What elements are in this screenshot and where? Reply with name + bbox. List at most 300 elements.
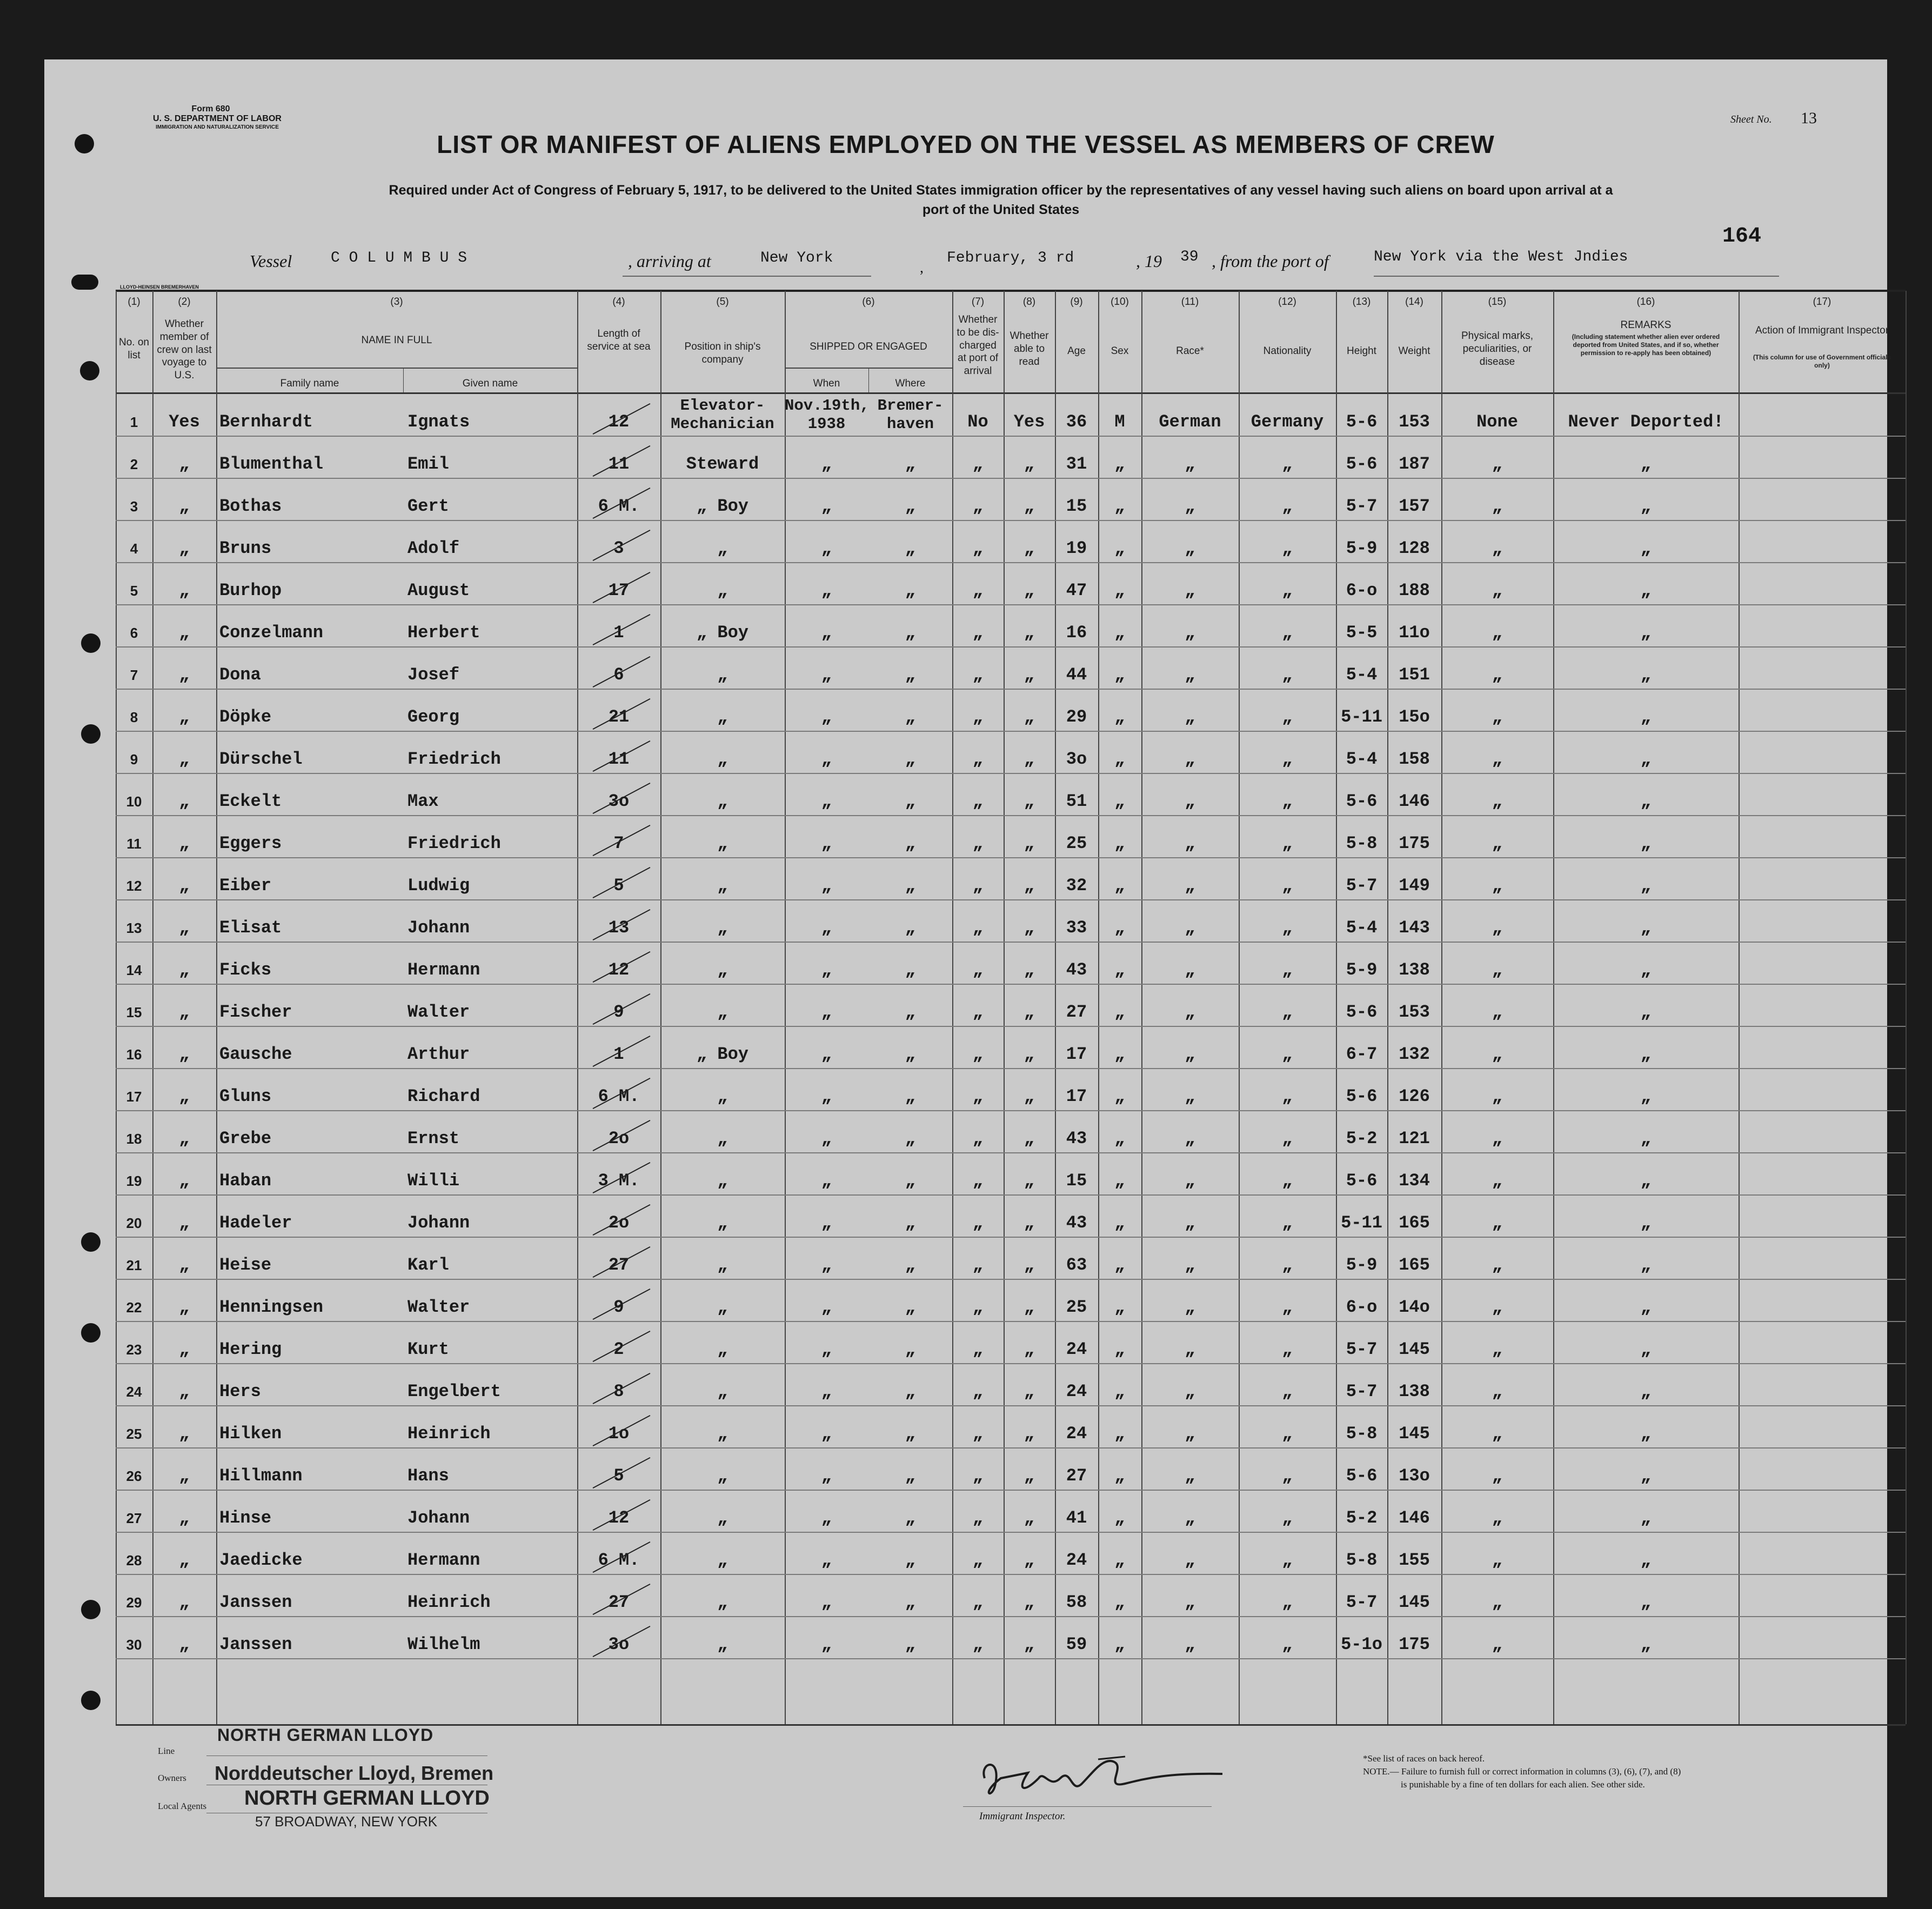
weight-cell: 165 [1399,1255,1430,1275]
physical-marks-cell: „ [1492,1255,1503,1275]
able-to-read-cell: „ [1024,1634,1035,1654]
physical-marks-cell: „ [1492,1044,1503,1064]
weight-cell: 132 [1399,1044,1430,1064]
last-voyage-cell: „ [179,960,190,980]
discharged-cell: „ [972,960,984,980]
able-to-read-cell: „ [1024,960,1035,980]
given-name-cell: Josef [407,665,460,685]
position-cell: Elevator- Mechanician [671,397,774,433]
row-number: 4 [130,540,138,557]
able-to-read-cell: „ [1024,749,1035,769]
sex-cell: „ [1114,1255,1125,1275]
position-cell: „ [717,1086,728,1106]
age-cell: 47 [1066,580,1087,600]
physical-marks-cell: „ [1492,1424,1503,1444]
given-name-cell: Friedrich [407,833,501,853]
discharged-cell: „ [972,1002,984,1022]
colnum-13: (13) [1352,296,1371,308]
age-cell: 63 [1066,1255,1087,1275]
shipped-where-cell: „ [905,1086,916,1106]
physical-marks-cell: „ [1492,1002,1503,1022]
race-cell: „ [1185,580,1195,600]
remarks-cell: „ [1640,791,1652,811]
able-to-read-cell: „ [1024,1255,1035,1275]
discharged-cell: „ [972,918,984,938]
colnum-12: (12) [1278,296,1296,308]
nationality-cell: „ [1282,1086,1293,1106]
remarks-cell: „ [1640,1424,1652,1444]
row-number: 30 [126,1637,142,1653]
position-cell: „ [717,960,728,980]
penalty-note-1: NOTE.— Failure to furnish full or correct information in columns (3), (6), (7), and (8) [1363,1766,1681,1777]
nationality-cell: „ [1282,496,1293,516]
last-voyage-cell: „ [179,1466,190,1486]
remarks-cell: „ [1640,1213,1652,1233]
sex-cell: „ [1114,538,1125,558]
last-voyage-cell: „ [179,1002,190,1022]
physical-marks-cell: „ [1492,833,1503,853]
shipped-when-cell: „ [821,623,832,643]
remarks-cell: „ [1640,538,1652,558]
last-voyage-cell: „ [179,580,190,600]
binder-hole [80,361,99,381]
able-to-read-cell: „ [1024,538,1035,558]
nationality-cell: „ [1282,1255,1293,1275]
nationality-cell: „ [1282,1550,1293,1570]
family-name-cell: Heise [219,1255,272,1275]
shipped-when-cell: „ [821,1044,832,1064]
race-cell: „ [1185,1508,1195,1528]
position-cell: „ [717,1550,728,1570]
sheet-label: Sheet No. [1730,114,1772,125]
shipped-where-cell: „ [905,1634,916,1654]
able-to-read-cell: „ [1024,1002,1035,1022]
family-name-cell: Hadeler [219,1213,292,1233]
last-voyage-cell: „ [179,665,190,685]
discharged-cell: „ [972,1086,984,1106]
able-to-read-cell: „ [1024,1508,1035,1528]
service-length-cell: 6 M. [598,1550,640,1570]
weight-cell: 188 [1399,580,1430,600]
physical-marks-cell: „ [1492,1381,1503,1401]
discharged-cell: „ [972,1255,984,1275]
row-number: 19 [126,1173,142,1189]
sex-cell: „ [1114,1213,1125,1233]
row-number: 26 [126,1468,142,1484]
able-to-read-cell: „ [1024,1466,1035,1486]
agents-stamp: NORTH GERMAN LLOYD [244,1787,490,1810]
service-length-cell: 5 [613,1466,624,1486]
family-name-cell: Blumenthal [219,454,324,474]
year-prefix: , 19 [1136,251,1162,271]
family-name-cell: Jaedicke [219,1550,303,1570]
remarks-cell: „ [1640,496,1652,516]
service-label: IMMIGRATION AND NATURALIZATION SERVICE [156,124,279,130]
arriving-label: , arriving at [628,251,711,271]
weight-cell: 146 [1399,791,1430,811]
weight-cell: 14o [1399,1297,1430,1317]
age-cell: 15 [1066,496,1087,516]
position-cell: „ [717,1002,728,1022]
shipped-where-cell: „ [905,1508,916,1528]
given-name-cell: Johann [407,1213,470,1233]
service-length-cell: 12 [608,1508,630,1528]
given-name-cell: Ignats [407,412,470,432]
age-cell: 51 [1066,791,1087,811]
inspector-signature [963,1740,1244,1811]
age-cell: 41 [1066,1508,1087,1528]
age-cell: 43 [1066,1213,1087,1233]
header-length-of-service: Length of service at sea [587,328,651,352]
row-number: 14 [126,962,142,978]
race-cell: „ [1185,1213,1195,1233]
shipped-when-cell: „ [821,1592,832,1612]
weight-cell: 126 [1399,1086,1430,1106]
weight-cell: 13o [1399,1466,1430,1486]
remarks-cell: „ [1640,580,1652,600]
row-number: 7 [130,667,138,683]
subtitle-line2: port of the United States [922,202,1080,217]
given-name-cell: Walter [407,1297,470,1317]
service-length-cell: 3 M. [598,1171,640,1191]
colnum-6: (6) [862,296,875,308]
row-number: 28 [126,1552,142,1568]
sex-cell: „ [1114,1002,1125,1022]
shipped-when-cell: „ [821,1255,832,1275]
able-to-read-cell: „ [1024,791,1035,811]
physical-marks-cell: None [1476,412,1518,432]
position-cell: „ [717,1171,728,1191]
races-note: *See list of races on back hereof. [1363,1753,1485,1764]
inspector-label: Immigrant Inspector. [979,1811,1066,1822]
service-length-cell: 2o [608,1129,630,1149]
physical-marks-cell: „ [1492,623,1503,643]
height-cell: 5-7 [1346,1592,1378,1612]
nationality-cell: „ [1282,707,1293,727]
shipped-when-cell: „ [821,707,832,727]
shipped-when-cell: „ [821,1381,832,1401]
age-cell: 15 [1066,1171,1087,1191]
given-name-cell: Friedrich [407,749,501,769]
weight-cell: 143 [1399,918,1430,938]
shipped-where-cell: „ [905,1171,916,1191]
given-name-cell: Engelbert [407,1381,501,1401]
discharged-cell: „ [972,1129,984,1149]
service-length-cell: 6 [613,665,624,685]
race-cell: „ [1185,1171,1195,1191]
given-name-cell: Wilhelm [407,1634,480,1654]
nationality-cell: „ [1282,1634,1293,1654]
remarks-cell: „ [1640,1550,1652,1570]
age-cell: 31 [1066,454,1087,474]
able-to-read-cell: „ [1024,580,1035,600]
shipped-when-cell: „ [821,1550,832,1570]
row-number: 1 [130,414,138,430]
age-cell: 27 [1066,1466,1087,1486]
remarks-cell: „ [1640,1086,1652,1106]
family-name-cell: Bruns [219,538,272,558]
service-length-cell: 1o [608,1424,630,1444]
colnum-3: (3) [390,296,403,308]
position-cell: „ [717,749,728,769]
row-number: 27 [126,1510,142,1526]
sex-cell: „ [1114,1339,1125,1359]
last-voyage-cell: „ [179,1634,190,1654]
weight-cell: 145 [1399,1339,1430,1359]
age-cell: 17 [1066,1086,1087,1106]
height-cell: 5-6 [1346,454,1378,474]
physical-marks-cell: „ [1492,1213,1503,1233]
remarks-cell: „ [1640,623,1652,643]
row-number: 6 [130,625,138,641]
penalty-note-2: is punishable by a fine of ten dollars for each alien. See other side. [1401,1779,1645,1790]
shipped-when-cell: „ [821,1129,832,1149]
position-cell: „ Boy [696,496,748,516]
height-cell: 5-9 [1346,1255,1378,1275]
age-cell: 43 [1066,960,1087,980]
weight-cell: 134 [1399,1171,1430,1191]
shipped-where-cell: „ [905,1044,916,1064]
shipped-where-cell: „ [905,1339,916,1359]
race-cell: „ [1185,1592,1195,1612]
last-voyage-cell: „ [179,1086,190,1106]
colnum-11: (11) [1181,296,1199,308]
family-name-cell: Bernhardt [219,412,313,432]
physical-marks-cell: „ [1492,580,1503,600]
owners-stamp: Norddeutscher Lloyd, Bremen [215,1762,494,1784]
discharged-cell: „ [972,876,984,896]
physical-marks-cell: „ [1492,1086,1503,1106]
physical-marks-cell: „ [1492,1339,1503,1359]
race-cell: „ [1185,833,1195,853]
last-voyage-cell: Yes [169,412,200,432]
height-cell: 5-7 [1346,496,1378,516]
remarks-cell: „ [1640,1297,1652,1317]
service-length-cell: 12 [608,412,630,432]
height-cell: 5-7 [1346,1381,1378,1401]
nationality-cell: „ [1282,665,1293,685]
shipped-where-cell: „ [905,876,916,896]
position-cell: „ [717,876,728,896]
discharged-cell: No [967,412,988,432]
age-cell: 24 [1066,1424,1087,1444]
discharged-cell: „ [972,1466,984,1486]
position-cell: „ [717,833,728,853]
colnum-17: (17) [1813,296,1831,308]
height-cell: 5-8 [1346,833,1378,853]
nationality-cell: „ [1282,749,1293,769]
shipped-when-cell: „ [821,1424,832,1444]
remarks-cell: „ [1640,1381,1652,1401]
discharged-cell: „ [972,496,984,516]
race-cell: „ [1185,1044,1195,1064]
weight-cell: 11o [1399,623,1430,643]
given-name-cell: August [407,580,470,600]
age-cell: 29 [1066,707,1087,727]
remarks-cell: „ [1640,749,1652,769]
service-length-cell: 7 [613,833,624,853]
able-to-read-cell: „ [1024,623,1035,643]
service-length-cell: 17 [608,580,630,600]
last-voyage-cell: „ [179,1592,190,1612]
last-voyage-cell: „ [179,1381,190,1401]
arrival-date: February, 3 rd [947,250,1074,266]
able-to-read-cell: „ [1024,707,1035,727]
physical-marks-cell: „ [1492,791,1503,811]
position-cell: „ Boy [696,1044,748,1064]
row-number: 23 [126,1341,142,1358]
discharged-cell: „ [972,833,984,853]
physical-marks-cell: „ [1492,918,1503,938]
service-length-cell: 5 [613,876,624,896]
remarks-cell: „ [1640,1002,1652,1022]
height-cell: 5-2 [1346,1508,1378,1528]
nationality-cell: „ [1282,791,1293,811]
row-number: 29 [126,1594,142,1611]
row-number: 11 [126,836,142,852]
given-name-cell: Max [407,791,439,811]
discharged-cell: „ [972,1339,984,1359]
weight-cell: 175 [1399,1634,1430,1654]
department-label: U. S. DEPARTMENT OF LABOR [153,114,282,123]
given-name-cell: Emil [407,454,449,474]
weight-cell: 153 [1399,1002,1430,1022]
race-cell: „ [1185,876,1195,896]
shipped-when-cell: „ [821,1297,832,1317]
position-cell: „ [717,1424,728,1444]
header-discharged: Whether to be dis-charged at port of arrival [957,314,999,377]
from-port: New York via the West Jndies [1374,249,1628,265]
given-name-cell: Johann [407,1508,470,1528]
nationality-cell: „ [1282,876,1293,896]
position-cell: „ [717,1129,728,1149]
sex-cell: „ [1114,1592,1125,1612]
nationality-cell: „ [1282,1171,1293,1191]
manifest-sheet: Form 680 U. S. DEPARTMENT OF LABOR IMMIGRATION AND NATURALIZATION SERVICE Sheet No. 13 LIST OR MANIFEST OF ALIENS EMPLOYED ON THE VESSEL AS MEMBERS OF CREW Required under Act of Congress of February 5, 1917, to be delivered to the United States immigration officer by the representatives of any vessel having such aliens on board upon arrival at a port of the United States 164 Vessel C O L U M B U S , arriving at New York , February, 3 rd , 19 39 , from the port of New York via the West Jndies LLOYD-HEINSEN BREMERHAVEN (1) (2) (3) (4) (5) (6) (7) (8) (9) (10) (11) (12) (13) (14) (15) (16) (17) No. on list Whether member of crew on last voyage to U.S. NAME IN FULL Family name Given name Length of service at sea Position in ship's company SHIPPED OR ENGAGED When Where Whether to be dis-charged at port of arrival Whether able to read Age Sex Race* Nationality Height Weight Physical marks, peculiarities, or disease REMARKS (Including statement whether alien ever ordered deported from United States, and if so, whether permission to re-apply has been obtained) Action of Immigrant Inspector (This column for use of Government officials only) 1 Yes Bernhardt Ignats 12 Elevator- Mechanician Nov.19th, 1938 Bremer- haven No Yes 36 M German Germany 5-6 153 None Never Deported! 2 „ Blumenthal Emil 11 Steward „ „ „ „ 31 „ „ „ 5-6 187 „ „ 3 „ Bothas Gert 6 M. „ Boy „ „ „ „ 15 „ „ „ 5-7 157 „ „ 4 „ Bruns Adolf 3 „ „ „ „ „ 19 „ „ „ 5-9 128 „ „ 5 „ Burhop August 17 „ „ „ „ „ 47 „ „ „ 6-o 188 „ „ 6 „ Conzelmann Herbert 1 „ Boy „ „ „ „ 16 „ „ „ 5-5 11o „ „ 7 „ Dona Josef 6 „ „ „ „ „ 44 „ „ „ 5-4 151 „ „ 8 „ Döpke Georg 21 „ „ „ „ „ 29 „ „ „ 5-11 15o „ „ 9 „ Dürschel Friedrich 11 „ „ „ „ „ 3o „ „ „ 5-4 158 „ „ 10 „ Eckelt Max 3o „ „ „ „ „ 51 „ „ „ 5-6 146 „ „ 11 „ Eggers Friedrich 7 „ „ „ „ „ 25 „ „ „ 5-8 175 „ „ 12 „ Eiber Ludwig 5 „ „ „ „ „ 32 „ „ „ 5-7 149 „ „ 13 „ Elisat Johann 13 „ „ „ „ „ 33 „ „ „ 5-4 143 „ „ 14 „ Ficks Hermann 12 „ „ „ „ „ 43 „ „ „ 5-9 138 „ „ 15 „ Fischer Walter 9 „ „ „ „ „ 27 „ „ „ 5-6 153 „ „ 16 „ Gausche Arthur 1 „ Boy „ „ „ „ 17 „ „ „ 6-7 132 „ „ 17 „ Gluns Richard 6 M. „ „ „ „ „ 17 „ „ „ 5-6 126 „ „ 18 „ Grebe Ernst 2o „ „ „ „ „ 43 „ „ „ 5-2 121 „ „ 19 „ Haban Willi 3 M. „ „ „ „ „ 15 „ „ „ 5-6 134 „ „ 20 „ Hadeler Johann 2o „ „ „ „ „ 43 „ „ „ 5-11 165 „ „ 21 „ Heise Karl 27 „ „ „ „ „ 63 „ „ „ 5-9 165 „ „ 22 „ Henningsen Walter 9 „ „ „ „ „ 25 „ „ „ 6-o 14o „ „ 23 „ Hering Kurt 2 „ „ „ „ „ 24 „ „ „ 5-7 145 „ „ 24 „ Hers Engelbert 8 „ „ „ „ „ 24 „ „ „ 5-7 138 „ „ 25 „ Hilken Heinrich 1o „ „ „ „ „ 24 „ „ „ 5-8 145 „ „ 26 „ Hillmann Hans 5 „ „ „ „ „ 27 „ „ „ 5-6 13o „ „ 27 „ Hinse Johann 12 „ „ „ „ „ 41 „ „ „ 5-2 146 „ „ 28 „ Jaedicke Hermann 6 M. „ „ „ „ „ 24 „ „ „ 5-8 155 „ „ 29 „ Janssen Heinrich 27 „ „ „ „ „ 58 „ „ „ 5-7 145 „ „ 30 „ Janssen Wilhelm 3o „ „ „ „ „ 59 „ „ „ 5-1o 175 „ „ Line NORTH GERMAN LLOYD Owners Norddeutscher Lloyd, Bremen Local Agents NORTH GERMAN LLOYD 57 BROADWAY, NEW YORK Immigrant Inspector. *See list of races on back hereof. NOTE.— Failure to furnish full or correct information in columns (3), (6), (7), and (8) is punishable by a fine of ten dollars for each alien. See other side. [44,59,1887,1897]
last-voyage-cell: „ [179,1129,190,1149]
remarks-cell: Never Deported! [1568,412,1724,432]
able-to-read-cell: „ [1024,1381,1035,1401]
family-name-cell: Ficks [219,960,272,980]
row-number: 13 [126,920,142,936]
shipped-when-cell: „ [821,876,832,896]
remarks-cell: „ [1640,1129,1652,1149]
nationality-cell: „ [1282,1424,1293,1444]
age-cell: 33 [1066,918,1087,938]
age-cell: 24 [1066,1381,1087,1401]
last-voyage-cell: „ [179,1508,190,1528]
height-cell: 5-9 [1346,960,1378,980]
weight-cell: 155 [1399,1550,1430,1570]
row-number: 24 [126,1384,142,1400]
row-number: 22 [126,1299,142,1316]
able-to-read-cell: „ [1024,665,1035,685]
family-name-cell: Grebe [219,1129,272,1149]
height-cell: 5-11 [1341,1213,1382,1233]
given-name-cell: Hermann [407,960,480,980]
last-voyage-cell: „ [179,876,190,896]
race-cell: „ [1185,454,1195,474]
nationality-cell: „ [1282,1339,1293,1359]
able-to-read-cell: „ [1024,876,1035,896]
colnum-8: (8) [1022,296,1036,308]
discharged-cell: „ [972,623,984,643]
position-cell: „ [717,1213,728,1233]
able-to-read-cell: „ [1024,1550,1035,1570]
discharged-cell: „ [972,707,984,727]
shipped-where-cell: „ [905,749,916,769]
shipped-when-cell: „ [821,1086,832,1106]
shipped-where-cell: „ [905,454,916,474]
shipped-where-cell: „ [905,1255,916,1275]
shipped-where-cell: „ [905,1466,916,1486]
nationality-cell: „ [1282,1381,1293,1401]
height-cell: 5-7 [1346,1339,1378,1359]
sex-cell: „ [1114,454,1125,474]
sex-cell: „ [1114,665,1125,685]
family-name-cell: Hinse [219,1508,272,1528]
age-cell: 27 [1066,1002,1087,1022]
physical-marks-cell: „ [1492,876,1503,896]
height-cell: 5-4 [1346,918,1378,938]
header-position: Position in ship's company [684,341,761,365]
sex-cell: „ [1114,876,1125,896]
header-inspector-action: Action of Immigrant Inspector [1755,325,1889,336]
height-cell: 5-8 [1346,1424,1378,1444]
local-agents-label: Local Agents [158,1801,207,1811]
remarks-cell: „ [1640,960,1652,980]
able-to-read-cell: „ [1024,496,1035,516]
colnum-9: (9) [1070,296,1083,308]
remarks-cell: „ [1640,918,1652,938]
shipped-where-cell: „ [905,1592,916,1612]
sex-cell: „ [1114,833,1125,853]
header-sex: Sex [1111,345,1129,357]
row-number: 25 [126,1426,142,1442]
given-name-cell: Heinrich [407,1424,491,1444]
age-cell: 44 [1066,665,1087,685]
vessel-label: Vessel [250,251,292,271]
remarks-cell: „ [1640,454,1652,474]
given-name-cell: Gert [407,496,449,516]
shipped-where-cell: „ [905,833,916,853]
position-cell: „ [717,791,728,811]
age-cell: 24 [1066,1339,1087,1359]
given-name-cell: Arthur [407,1044,470,1064]
service-length-cell: 2 [613,1339,624,1359]
position-cell: „ [717,665,728,685]
nationality-cell: „ [1282,1044,1293,1064]
shipped-when-cell: „ [821,1002,832,1022]
position-cell: „ [717,580,728,600]
able-to-read-cell: „ [1024,1339,1035,1359]
sex-cell: „ [1114,1508,1125,1528]
given-name-cell: Heinrich [407,1592,491,1612]
discharged-cell: „ [972,1171,984,1191]
given-name-cell: Kurt [407,1339,449,1359]
row-number: 21 [126,1257,142,1273]
remarks-cell: „ [1640,876,1652,896]
service-length-cell: 13 [608,918,630,938]
discharged-cell: „ [972,580,984,600]
discharged-cell: „ [972,1508,984,1528]
age-cell: 32 [1066,876,1087,896]
row-number: 15 [126,1004,142,1020]
able-to-read-cell: „ [1024,1592,1035,1612]
shipped-where-cell: „ [905,1002,916,1022]
sex-cell: „ [1114,1086,1125,1106]
discharged-cell: „ [972,1592,984,1612]
